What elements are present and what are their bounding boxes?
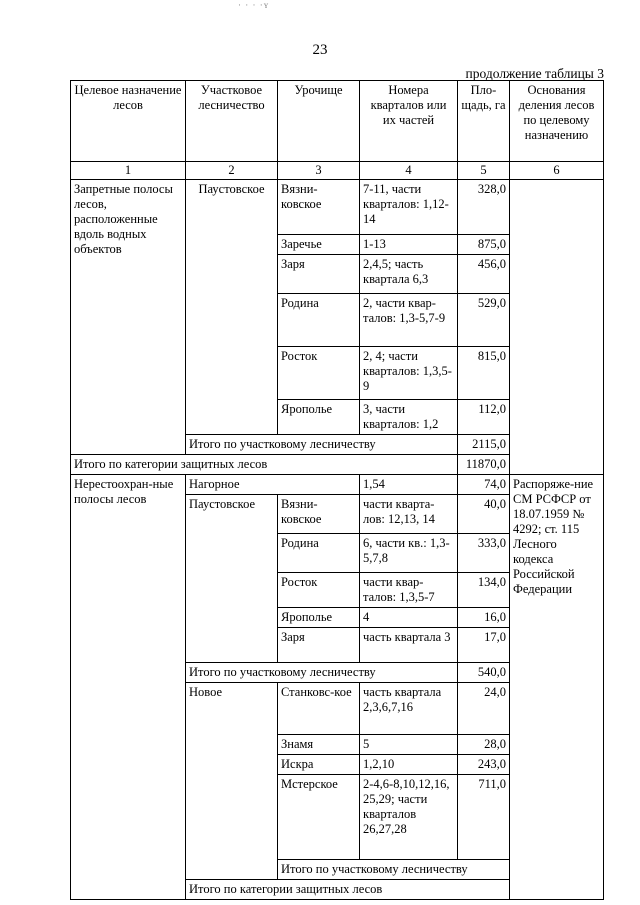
area-cell: 815,0: [458, 347, 510, 400]
forest-purpose-table: [70, 80, 604, 900]
category-total-label: Итого по категории защитных лесов: [186, 880, 510, 900]
tract-cell: Станковс-кое: [278, 683, 360, 735]
area-cell: 875,0: [458, 235, 510, 255]
quarters-cell: часть квартала 2,3,6,7,16: [360, 683, 458, 735]
tract-cell: Росток: [278, 347, 360, 400]
quarters-cell: 1-13: [360, 235, 458, 255]
area-cell: 17,0: [458, 628, 510, 663]
tract-cell: Ярополье: [278, 608, 360, 628]
forestry-cell: Нагорное: [186, 475, 360, 495]
area-cell: 711,0: [458, 775, 510, 860]
area-cell: 134,0: [458, 573, 510, 608]
quarters-cell: части квар-талов: 1,3,5-7: [360, 573, 458, 608]
category-total-value: 11870,0: [458, 455, 510, 475]
area-cell: 328,0: [458, 180, 510, 235]
header-row: [71, 81, 604, 162]
tract-cell: Вязни-ковское: [278, 495, 360, 534]
header-quarters: Номера кварталов или их частей: [360, 81, 458, 162]
category-total-label: Итого по категории защитных лесов: [71, 455, 458, 475]
area-cell: 243,0: [458, 755, 510, 775]
page-number: 23: [312, 42, 328, 58]
tract-cell: Родина: [278, 534, 360, 573]
area-cell: 40,0: [458, 495, 510, 534]
basis-cell: Распоряже-ние СМ РСФСР от 18.07.1959 № 4292; ст. 115 Лесного кодекса Российской Федерации: [510, 475, 604, 900]
tract-cell: Родина: [278, 294, 360, 347]
scan-mark: · · · ·ʏ: [238, 0, 270, 10]
header-basis: Основания деления лесов по целевому назначению: [510, 81, 604, 162]
area-cell: 456,0: [458, 255, 510, 294]
quarters-cell: 6, части кв.: 1,3-5,7,8: [360, 534, 458, 573]
forestry-total-label: Итого по участковому лесничеству: [186, 435, 458, 455]
area-cell: 16,0: [458, 608, 510, 628]
quarters-cell: 5: [360, 735, 458, 755]
col-number: 3: [278, 162, 360, 180]
area-cell: 24,0: [458, 683, 510, 735]
forestry-total-value: 540,0: [458, 663, 510, 683]
area-cell: 28,0: [458, 735, 510, 755]
column-number-row: [71, 162, 604, 180]
quarters-cell: часть квартала 3: [360, 628, 458, 663]
header-forestry: Участковое лесничество: [186, 81, 278, 162]
forestry-total-value: 2115,0: [458, 435, 510, 455]
tract-cell: Росток: [278, 573, 360, 608]
tract-cell: Заря: [278, 628, 360, 663]
quarters-cell: 2, 4; части кварталов: 1,3,5-9: [360, 347, 458, 400]
header-area: Пло-щадь, га: [458, 81, 510, 162]
quarters-cell: части кварта-лов: 12,13, 14: [360, 495, 458, 534]
quarters-cell: 2, части квар-талов: 1,3-5,7-9: [360, 294, 458, 347]
area-cell: 112,0: [458, 400, 510, 435]
forestry-total-label: Итого по участковому лесничеству: [278, 860, 510, 880]
table-continuation-label: продолжение таблицы 3: [465, 66, 604, 81]
tract-cell: Знамя: [278, 735, 360, 755]
tract-cell: Заречье: [278, 235, 360, 255]
col-number: 4: [360, 162, 458, 180]
basis-cell-empty: [510, 180, 604, 475]
tract-cell: Заря: [278, 255, 360, 294]
tract-cell: Ярополье: [278, 400, 360, 435]
quarters-cell: 2-4,6-8,10,12,16, 25,29; части кварталов 26,27,28: [360, 775, 458, 860]
col-number: 1: [71, 162, 186, 180]
purpose-cell: Запретные полосы лесов, расположенные вдоль водных объектов: [71, 180, 186, 455]
table-row: [71, 180, 604, 235]
area-cell: 529,0: [458, 294, 510, 347]
quarters-cell: 3, части кварталов: 1,2: [360, 400, 458, 435]
header-purpose: Целевое назначение лесов: [71, 81, 186, 162]
area-cell: 333,0: [458, 534, 510, 573]
table-row: [71, 475, 604, 495]
col-number: 2: [186, 162, 278, 180]
col-number: 6: [510, 162, 604, 180]
forestry-cell: Новое: [186, 683, 278, 880]
tract-cell: Вязни-ковское: [278, 180, 360, 235]
purpose-cell: Нерестоохран-ные полосы лесов: [71, 475, 186, 900]
header-tract: Урочище: [278, 81, 360, 162]
quarters-cell: 4: [360, 608, 458, 628]
tract-cell: Искра: [278, 755, 360, 775]
forestry-total-label: Итого по участковому лесничеству: [186, 663, 458, 683]
quarters-cell: 1,2,10: [360, 755, 458, 775]
tract-cell: Мстерское: [278, 775, 360, 860]
col-number: 5: [458, 162, 510, 180]
forestry-cell: Паустовское: [186, 495, 278, 663]
quarters-cell: 2,4,5; часть квартала 6,3: [360, 255, 458, 294]
forestry-cell: Паустовское: [186, 180, 278, 435]
area-cell: 74,0: [458, 475, 510, 495]
quarters-cell: 1,54: [360, 475, 458, 495]
quarters-cell: 7-11, части кварталов: 1,12-14: [360, 180, 458, 235]
